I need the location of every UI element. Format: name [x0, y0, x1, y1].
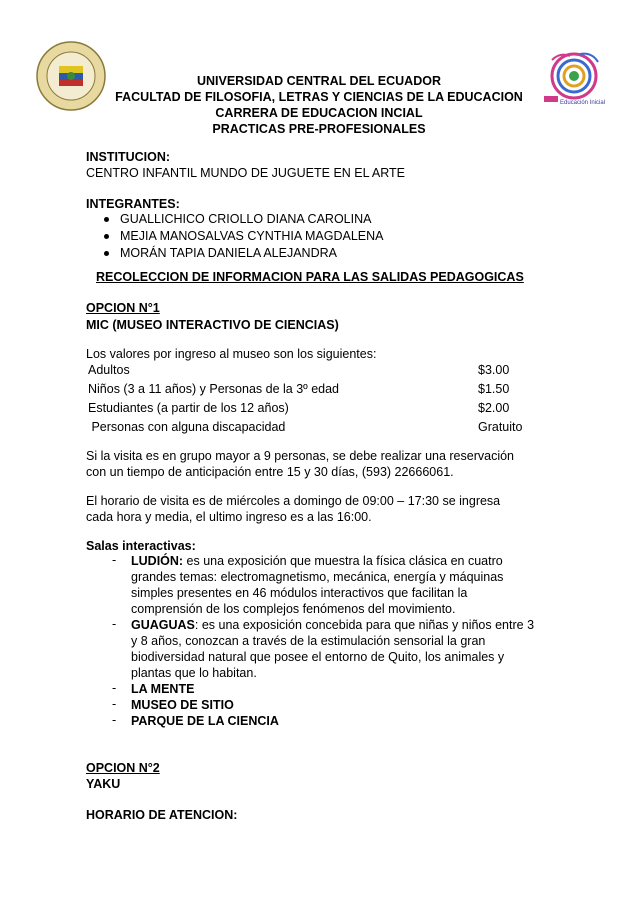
dash-icon: -: [112, 713, 117, 727]
sala-la-mente: LA MENTE: [131, 682, 195, 696]
header-line-3: CARRERA DE EDUCACION INCIAL: [215, 106, 423, 120]
integrante-item: MORÁN TAPIA DANIELA ALEJANDRA: [120, 246, 337, 260]
header-line-4: PRACTICAS PRE-PROFESIONALES: [212, 122, 426, 136]
paragraph-line: El horario de visita es de miércoles a domingo de 09:00 – 17:30 se ingresa: [86, 494, 501, 508]
table-row: [86, 380, 522, 399]
price-label: Adultos: [88, 363, 130, 377]
bullet-icon: [104, 251, 109, 256]
paragraph-line: Si la visita es en grupo mayor a 9 personas, se debe realizar una reservación: [86, 449, 515, 463]
dash-icon: -: [112, 617, 117, 631]
opcion2-subheading: YAKU: [86, 777, 121, 791]
integrantes-heading: INTEGRANTES:: [86, 197, 180, 211]
dash-icon: -: [112, 697, 117, 711]
sala-guaguas: GUAGUAS: es una exposición concebida para que niñas y niños entre 3: [131, 618, 535, 632]
price-label: Niños (3 a 11 años) y Personas de la 3º edad: [88, 382, 340, 396]
section-title: RECOLECCION DE INFORMACION PARA LAS SALIDAS PEDAGOGICAS: [96, 270, 524, 284]
opcion1-heading: OPCION N°1: [86, 301, 160, 315]
institucion-heading: INSTITUCION:: [86, 150, 171, 164]
paragraph-line: plantas que lo habitan.: [131, 666, 257, 680]
bullet-icon: [104, 217, 109, 222]
integrante-item: GUALLICHICO CRIOLLO DIANA CAROLINA: [120, 212, 372, 226]
prices-intro: Los valores por ingreso al museo son los siguientes:: [86, 347, 377, 361]
table-row: [86, 361, 522, 380]
opcion1-subheading: MIC (MUSEO INTERACTIVO DE CIENCIAS): [86, 318, 339, 332]
sala-ludion: LUDIÓN: es una exposición que muestra la física clásica en cuatro: [131, 554, 503, 568]
horario-heading: HORARIO DE ATENCION:: [86, 808, 238, 822]
price-value: $3.00: [478, 363, 510, 377]
paragraph-line: biodiversidad natural que posee el entorno de Quito, los animales y: [131, 650, 505, 664]
table-row: [86, 399, 522, 418]
sala-parque-de-la-ciencia: PARQUE DE LA CIENCIA: [131, 714, 279, 728]
opcion2-heading: OPCION N°2: [86, 761, 160, 775]
logo-text: Educación Inicial: [560, 100, 606, 106]
price-value: Gratuito: [478, 420, 523, 434]
institucion-value: CENTRO INFANTIL MUNDO DE JUGUETE EN EL ARTE: [86, 166, 406, 180]
paragraph-line: simples presentes en 46 módulos interactivos que facilitan la: [131, 586, 468, 600]
bullet-icon: [104, 234, 109, 239]
paragraph-line: cada hora y media, el ultimo ingreso es a las 16:00.: [86, 510, 372, 524]
header-line-2: FACULTAD DE FILOSOFIA, LETRAS Y CIENCIAS DE LA EDUCACION: [115, 90, 523, 104]
salas-heading: Salas interactivas:: [86, 539, 196, 553]
price-label: Estudiantes (a partir de los 12 años): [88, 401, 289, 415]
price-value: $1.50: [478, 382, 510, 396]
paragraph-line: con un tiempo de anticipación entre 15 y 30 días, (593) 22666061.: [86, 465, 454, 479]
header-line-1: UNIVERSIDAD CENTRAL DEL ECUADOR: [196, 74, 441, 88]
sala-museo-de-sitio: MUSEO DE SITIO: [131, 698, 234, 712]
dash-icon: -: [112, 553, 117, 567]
paragraph-line: y 8 años, conozcan a través de la estimulación sensorial la gran: [131, 634, 486, 648]
prices-table: [86, 361, 522, 437]
dash-icon: -: [112, 681, 117, 695]
integrante-item: MEJIA MANOSALVAS CYNTHIA MAGDALENA: [120, 229, 384, 243]
price-value: $2.00: [478, 401, 510, 415]
paragraph-line: grandes temas: electromagnetismo, mecánica, energía y máquinas: [131, 570, 504, 584]
paragraph-line: comprensión de los complejos fenómenos del movimiento.: [131, 602, 456, 616]
table-row: [86, 418, 522, 437]
price-label: Personas con alguna discapacidad: [88, 420, 286, 434]
